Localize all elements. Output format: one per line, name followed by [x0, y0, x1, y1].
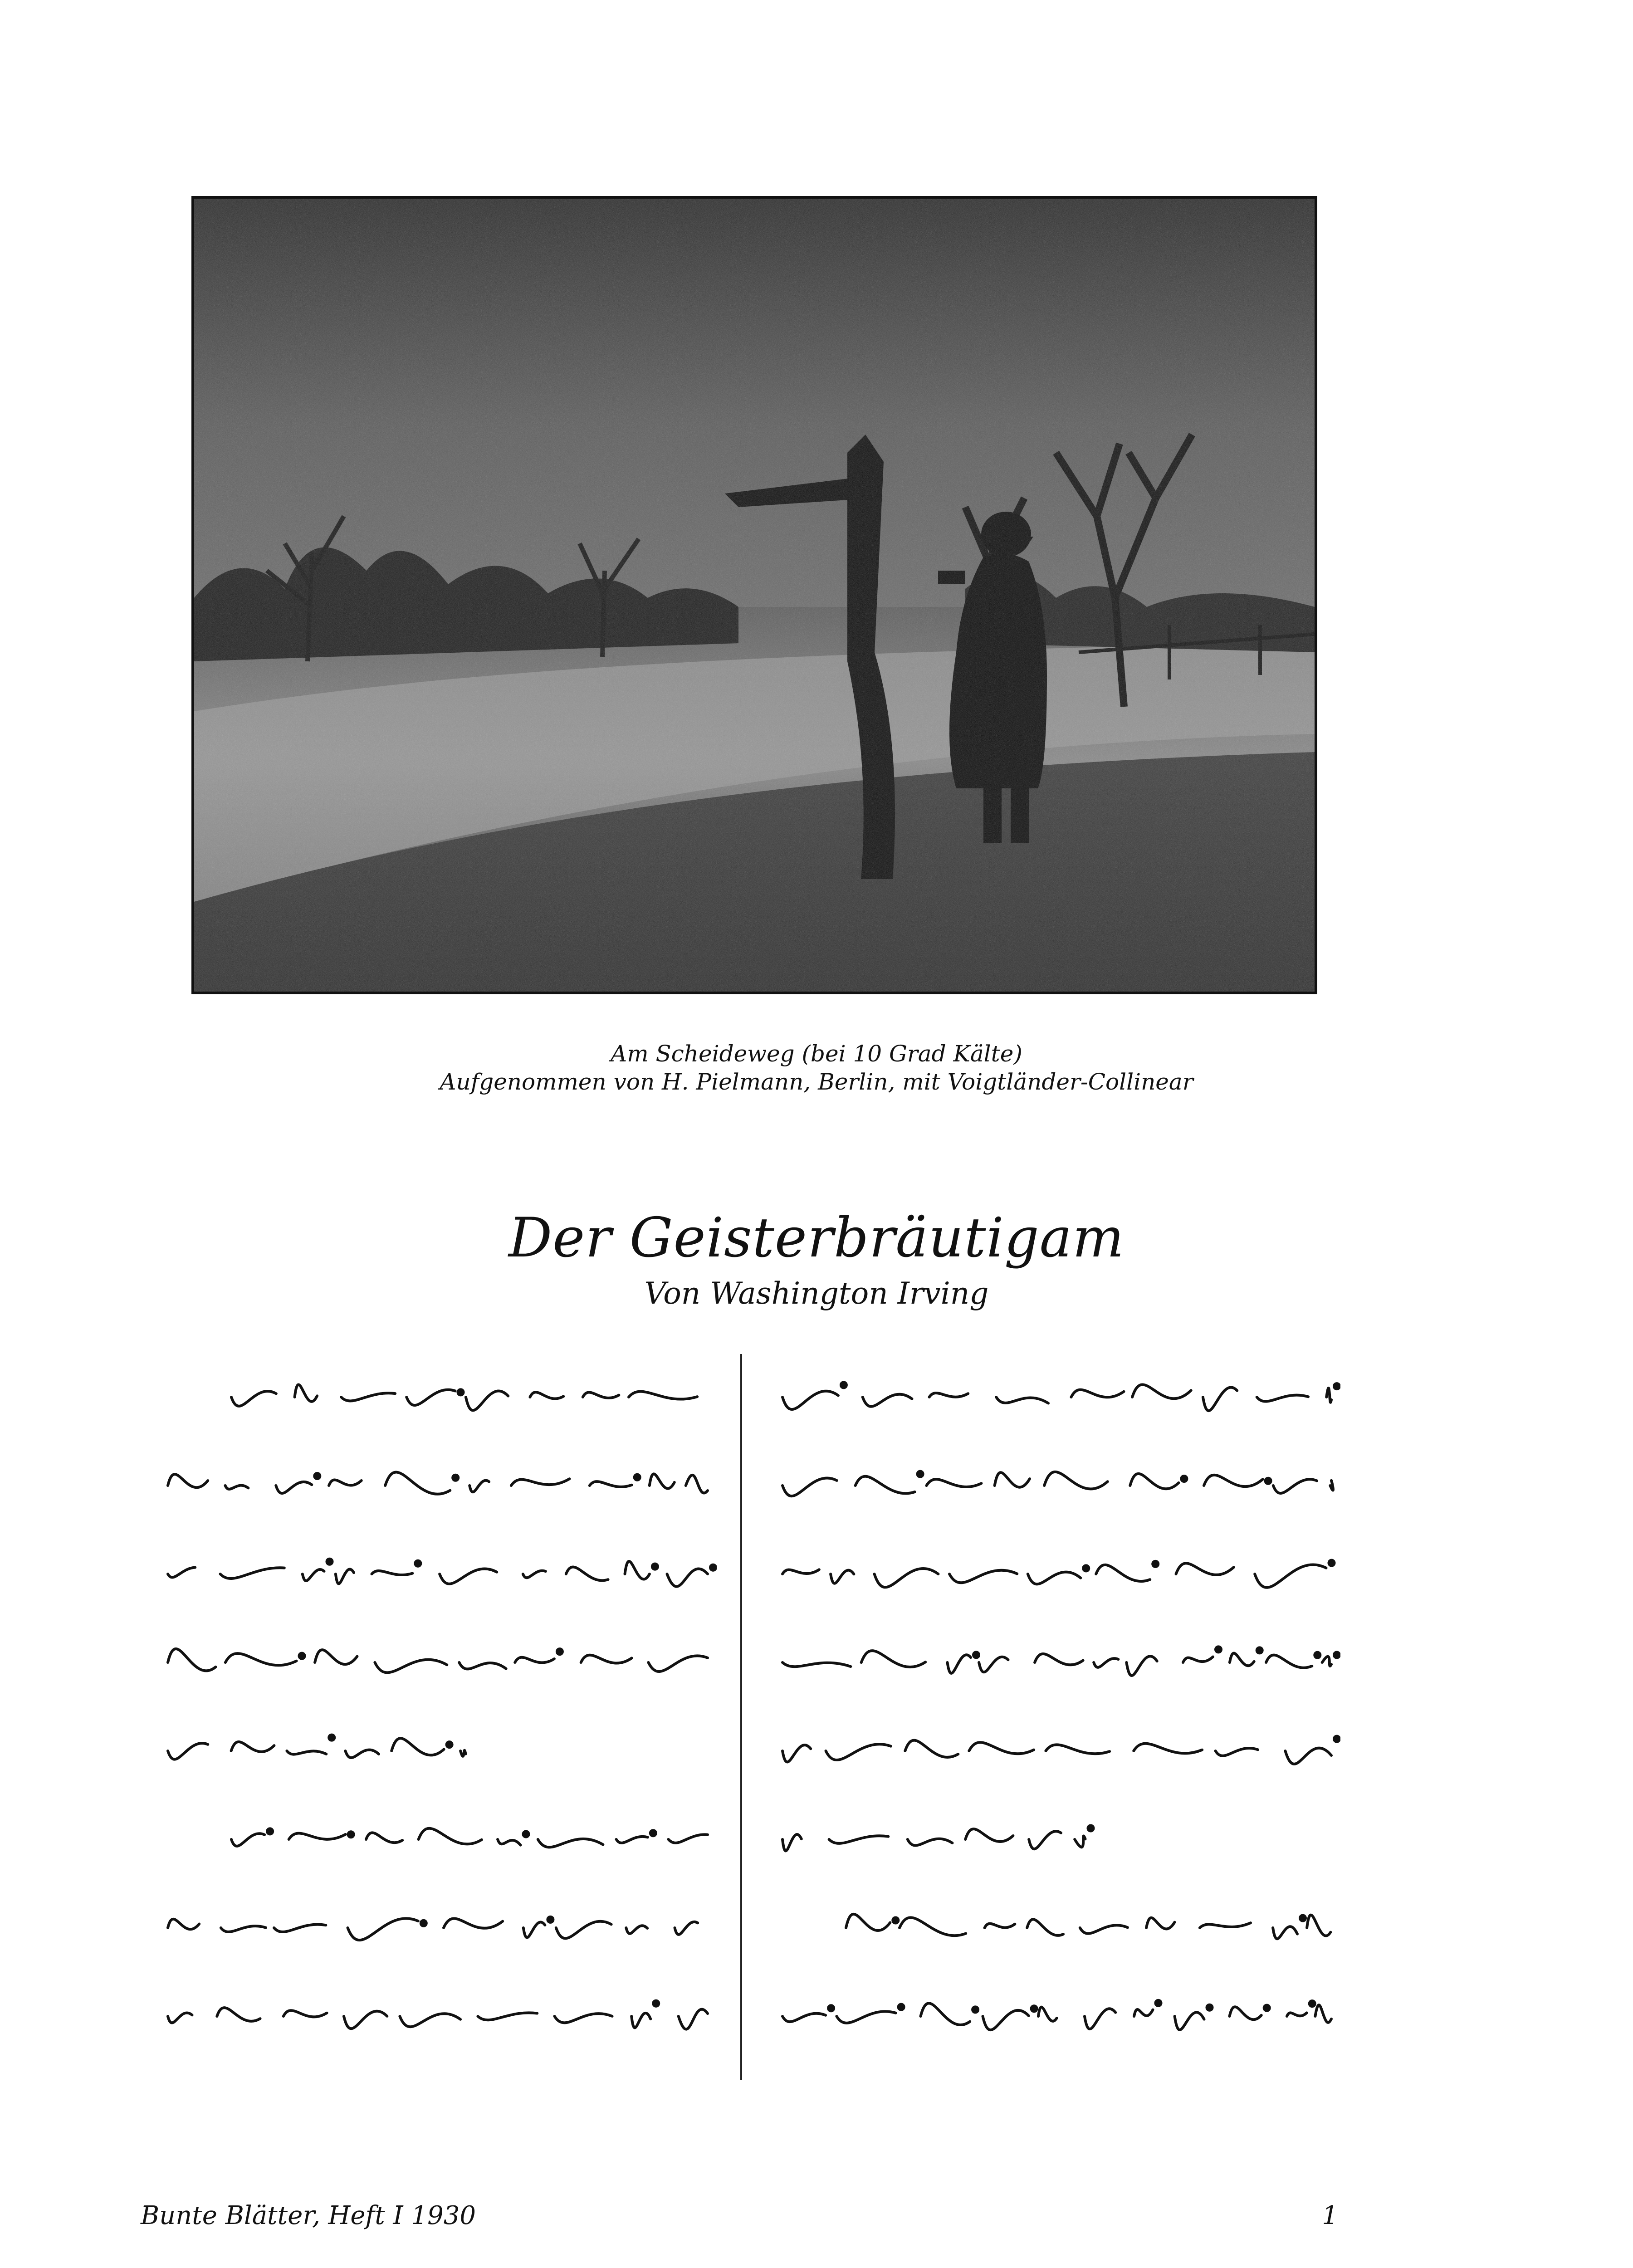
shorthand-dot — [1264, 2005, 1270, 2011]
shorthand-stroke — [289, 1833, 346, 1839]
shorthand-stroke — [875, 1569, 939, 1587]
shorthand-stroke — [905, 1740, 958, 1757]
shorthand-stroke — [1146, 1918, 1174, 1929]
shorthand-stroke — [979, 1657, 1008, 1672]
shorthand-stroke — [220, 1568, 284, 1579]
shorthand-stroke — [969, 1742, 1034, 1754]
shorthand-stroke — [1094, 1658, 1118, 1667]
shorthand-stroke — [419, 1828, 482, 1844]
shorthand-stroke — [274, 1925, 326, 1932]
shorthand-stroke — [1273, 1479, 1317, 1493]
shorthand-stroke — [846, 1914, 890, 1931]
photo-caption-credit: Aufgenommen von H. Pielmann, Berlin, mit Voigtländer-Collinear — [440, 1069, 1193, 1095]
shorthand-dot — [1334, 1652, 1340, 1658]
shorthand-dot — [1207, 2005, 1213, 2010]
shorthand-stroke — [336, 1569, 354, 1584]
shorthand-stroke — [1028, 1572, 1081, 1584]
shorthand-stroke — [400, 2014, 460, 2027]
shorthand-stroke — [782, 2014, 826, 2022]
shorthand-stroke — [523, 1571, 546, 1578]
shorthand-stroke — [556, 1921, 611, 1939]
shorthand-dot — [1153, 1561, 1158, 1567]
shorthand-stroke — [983, 2010, 1029, 2030]
shorthand-dot — [1032, 2006, 1037, 2011]
shorthand-stroke — [231, 1391, 276, 1406]
shorthand-stroke — [1027, 1919, 1063, 1936]
shorthand-stroke — [590, 1481, 632, 1487]
shorthand-stroke — [667, 1569, 708, 1587]
shorthand-stroke — [366, 1833, 402, 1843]
shorthand-stroke — [523, 1922, 545, 1937]
shorthand-stroke — [344, 2011, 387, 2028]
shorthand-stroke — [782, 1391, 838, 1409]
shorthand-dot — [523, 1832, 529, 1837]
shorthand-stroke — [168, 1474, 208, 1487]
photograph — [191, 196, 1317, 994]
shorthand-stroke — [1075, 1836, 1085, 1848]
shorthand-stroke — [372, 1571, 413, 1575]
shorthand-stroke — [921, 2003, 970, 2025]
shorthand-stroke — [459, 1662, 506, 1669]
shorthand-stroke — [782, 1834, 802, 1851]
shorthand-stroke — [276, 1482, 312, 1493]
shorthand-dot — [1257, 1647, 1262, 1653]
shorthand-stroke — [679, 2009, 708, 2029]
shorthand-stroke — [782, 1478, 837, 1496]
shorthand-stroke — [908, 1839, 953, 1846]
shorthand-dot — [314, 1473, 320, 1479]
shorthand-stroke — [616, 1837, 648, 1843]
shorthand-dot — [893, 1918, 898, 1923]
shorthand-stroke — [466, 1391, 508, 1411]
shorthand-dot — [453, 1475, 458, 1481]
shorthand-stroke — [1134, 1744, 1202, 1754]
shorthand-stroke — [385, 1472, 450, 1494]
shorthand-dot — [299, 1653, 305, 1659]
shorthand-stroke — [444, 1919, 503, 1928]
shorthand-column-left — [159, 1356, 717, 2082]
article-title: Der Geisterbräutigam — [508, 1207, 1125, 1270]
shorthand-stroke — [1044, 1472, 1108, 1489]
shorthand-stroke — [225, 1486, 249, 1489]
shorthand-dot — [1300, 1916, 1305, 1921]
shorthand-dot — [557, 1649, 562, 1654]
shorthand-text-right — [773, 1356, 1340, 2082]
shorthand-stroke — [1035, 1654, 1083, 1665]
shorthand-dot — [1216, 1647, 1221, 1652]
shorthand-stroke — [460, 1750, 465, 1756]
shorthand-dot — [1334, 1383, 1340, 1389]
shorthand-stroke — [581, 1655, 632, 1663]
shorthand-stroke — [1307, 1915, 1330, 1936]
shorthand-dot — [329, 1735, 334, 1740]
shorthand-dot — [918, 1471, 923, 1477]
shorthand-stroke — [629, 1392, 697, 1399]
shorthand-stroke — [315, 1650, 357, 1664]
shorthand-stroke — [1273, 1926, 1297, 1939]
shorthand-stroke — [650, 1474, 675, 1488]
shorthand-stroke — [948, 1655, 971, 1673]
shorthand-dot — [1156, 2000, 1161, 2006]
shorthand-dot — [973, 2007, 978, 2012]
shorthand-stroke — [348, 1918, 418, 1940]
shorthand-dot — [327, 1559, 332, 1564]
shorthand-stroke — [1330, 1481, 1333, 1491]
shorthand-stroke — [440, 1569, 497, 1584]
shorthand-stroke — [782, 1745, 811, 1762]
shorthand-stroke — [217, 2008, 260, 2021]
shorthand-stroke — [168, 1649, 215, 1671]
page-number: 1 — [1322, 2201, 1338, 2230]
shorthand-stroke — [1203, 1388, 1237, 1411]
shorthand-stroke — [406, 1390, 455, 1405]
shorthand-dot — [267, 1828, 273, 1834]
shorthand-stroke — [515, 1657, 554, 1663]
shorthand-stroke — [1230, 2007, 1261, 2019]
shorthand-stroke — [1255, 1564, 1326, 1587]
shorthand-stroke — [996, 1397, 1048, 1403]
shorthand-stroke — [1315, 2005, 1331, 2023]
shorthand-stroke — [295, 1384, 318, 1401]
shorthand-stroke — [341, 1393, 395, 1401]
shorthand-stroke — [1285, 1748, 1331, 1764]
shorthand-stroke — [1326, 1388, 1331, 1403]
shorthand-stroke — [782, 1662, 851, 1667]
shorthand-stroke — [1176, 1563, 1234, 1574]
shorthand-stroke — [829, 1836, 889, 1843]
shorthand-stroke — [168, 1568, 195, 1578]
photo-grain — [194, 199, 1315, 992]
shorthand-dot — [899, 2004, 904, 2010]
shorthand-dot — [635, 1475, 640, 1480]
shorthand-stroke — [1080, 1925, 1128, 1933]
shorthand-stroke — [836, 2011, 895, 2023]
shorthand-stroke — [927, 1479, 982, 1487]
shorthand-stroke — [631, 2013, 650, 2028]
shorthand-stroke — [538, 1839, 603, 1847]
shorthand-stroke — [498, 1839, 520, 1845]
shorthand-stroke — [225, 1653, 297, 1665]
shorthand-stroke — [1085, 2009, 1115, 2029]
shorthand-dot — [650, 1830, 656, 1836]
shorthand-stroke — [900, 1917, 966, 1936]
shorthand-dot — [1310, 2001, 1315, 2006]
shorthand-stroke — [1266, 1655, 1312, 1668]
shorthand-stroke — [965, 1829, 1013, 1842]
shorthand-stroke — [1046, 1745, 1110, 1754]
shorthand-stroke — [648, 1656, 708, 1672]
shorthand-stroke — [1126, 1656, 1157, 1676]
shorthand-dot — [458, 1389, 464, 1395]
shorthand-stroke — [391, 1738, 444, 1755]
shorthand-stroke — [929, 1393, 968, 1397]
shorthand-dot — [1329, 1560, 1335, 1566]
shorthand-dot — [348, 1832, 354, 1837]
shorthand-stroke — [231, 1742, 274, 1752]
shorthand-stroke — [287, 1751, 326, 1755]
shorthand-stroke — [1096, 1565, 1150, 1581]
shorthand-dot — [841, 1382, 846, 1388]
shorthand-stroke — [345, 1750, 379, 1758]
shorthand-stroke — [1204, 1475, 1263, 1486]
shorthand-dot — [415, 1561, 420, 1566]
shorthand-stroke — [782, 1569, 819, 1574]
shorthand-stroke — [375, 1660, 447, 1673]
shorthand-dot — [1315, 1652, 1320, 1658]
shorthand-dot — [1334, 1736, 1340, 1742]
shorthand-stroke — [826, 1744, 891, 1760]
shorthand-dot — [1181, 1476, 1187, 1481]
shorthand-stroke — [856, 1476, 915, 1494]
shorthand-stroke — [985, 1924, 1015, 1928]
shorthand-stroke — [625, 1561, 650, 1579]
shorthand-stroke — [1175, 2012, 1204, 2030]
shorthand-stroke — [861, 1651, 925, 1667]
shorthand-stroke — [1130, 1474, 1178, 1489]
shorthand-stroke — [949, 1570, 1017, 1583]
shorthand-stroke — [1216, 1748, 1258, 1756]
shorthand-dot — [652, 1564, 658, 1569]
shorthand-stroke — [863, 1394, 912, 1407]
shorthand-dot — [1266, 1478, 1271, 1484]
shorthand-dot — [1083, 1565, 1089, 1571]
photo-scene — [194, 199, 1315, 992]
shorthand-dot — [828, 2005, 834, 2011]
shorthand-stroke — [284, 2010, 327, 2017]
shorthand-stroke — [831, 1570, 854, 1584]
shorthand-stroke — [530, 1392, 563, 1398]
shorthand-stroke — [168, 1919, 199, 1929]
shorthand-stroke — [669, 1834, 708, 1843]
publication-footer: Bunte Blätter, Heft I 1930 — [141, 2201, 476, 2230]
shorthand-stroke — [675, 1922, 698, 1935]
article-author: Von Washington Irving — [644, 1276, 989, 1311]
shorthand-stroke — [1038, 2007, 1057, 2021]
column-divider — [740, 1354, 742, 2080]
shorthand-dot — [1088, 1826, 1094, 1831]
shorthand-text-left — [159, 1356, 717, 2082]
shorthand-stroke — [478, 2013, 537, 2020]
shorthand-dot — [653, 2001, 659, 2006]
shorthand-stroke — [555, 2014, 612, 2023]
shorthand-stroke — [1230, 1653, 1254, 1666]
shorthand-stroke — [168, 2013, 192, 2023]
shorthand-stroke — [1200, 1923, 1251, 1928]
shorthand-column-right — [773, 1356, 1340, 2082]
shorthand-stroke — [511, 1479, 570, 1486]
shorthand-stroke — [995, 1472, 1030, 1487]
shorthand-stroke — [1029, 1831, 1061, 1849]
shorthand-stroke — [583, 1393, 619, 1398]
shorthand-stroke — [1257, 1395, 1308, 1402]
shorthand-stroke — [1322, 1657, 1331, 1666]
shorthand-stroke — [329, 1480, 362, 1486]
shorthand-stroke — [231, 1833, 264, 1846]
shorthand-stroke — [1071, 1390, 1124, 1398]
shorthand-dot — [447, 1742, 452, 1747]
shorthand-stroke — [566, 1567, 608, 1581]
shorthand-stroke — [1287, 2013, 1307, 2016]
shorthand-dot — [421, 1921, 426, 1926]
shorthand-stroke — [1134, 2009, 1153, 2016]
shorthand-stroke — [1132, 1384, 1191, 1398]
shorthand-dot — [710, 1565, 716, 1570]
shorthand-stroke — [469, 1481, 489, 1492]
shorthand-stroke — [626, 1926, 647, 1934]
shorthand-stroke — [1183, 1657, 1213, 1663]
shorthand-dot — [973, 1652, 979, 1657]
photo-caption-title: Am Scheideweg (bei 10 Grad Kälte) — [611, 1041, 1022, 1067]
shorthand-dot — [548, 1917, 553, 1922]
shorthand-stroke — [303, 1569, 324, 1581]
shorthand-stroke — [221, 1926, 266, 1932]
shorthand-stroke — [168, 1743, 208, 1760]
shorthand-stroke — [686, 1475, 708, 1493]
